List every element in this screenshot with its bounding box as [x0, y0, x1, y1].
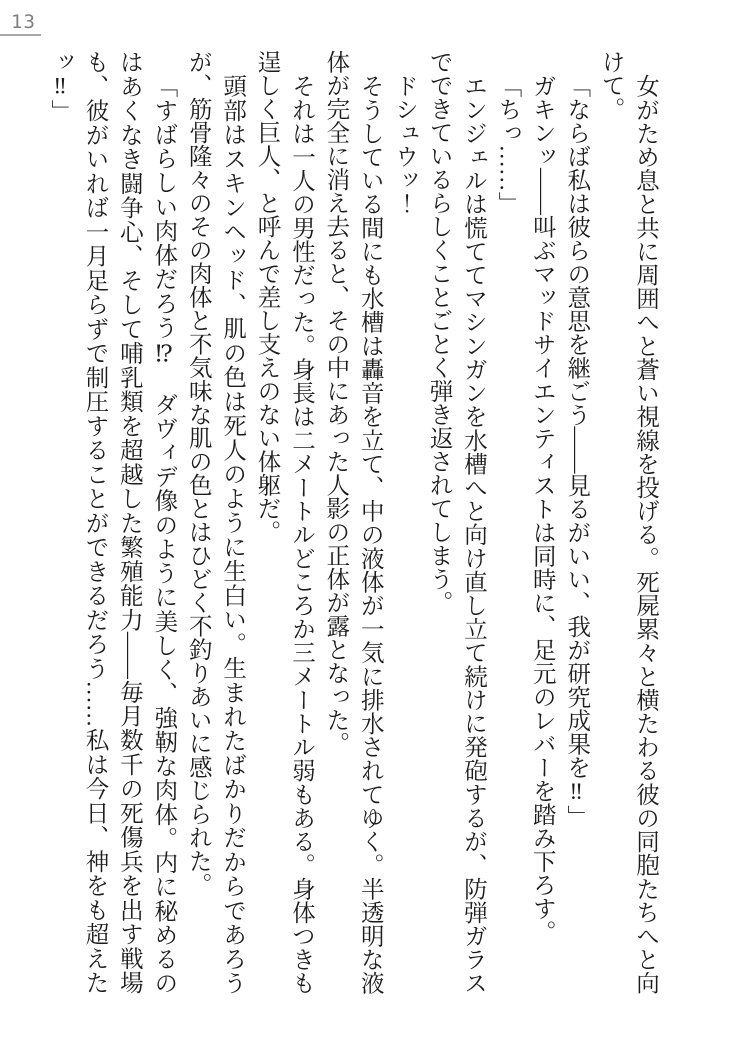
- paragraph: ドシュウッ！: [391, 73, 418, 215]
- paragraph: エンジェルは慌ててマシンガンを水槽へと向け直し立て続けに発砲するが、防弾ガラスでできているらしくことごとく弾き返されてしまう。: [425, 50, 486, 994]
- paragraph: そうしている間にも水槽は轟音を立て、中の液体が一気に排水されてゆく。半透明な液体が完全に消え去ると、その中にあった人影の正体が露となった。: [322, 50, 383, 995]
- paragraph: 「ならば私は彼らの意思を継ごう——見るがいい、我が研究成果を‼」: [563, 73, 590, 828]
- paragraph: 「ちっ……」: [494, 73, 521, 215]
- paragraph: ガキンッ——叫ぶマッドサイエンティストは同時に、足元のレバーを踏み下ろす。: [528, 73, 555, 943]
- page-number: 13: [11, 11, 36, 33]
- paragraph: 頭部はスキンヘッド、肌の色は死人のように生白い。生まれたばかりだからであろうが、筋骨隆々のその肉体と不気味な肌の色とはひどく不釣りあいに感じられた。: [184, 50, 246, 994]
- paragraph: それは一人の男性だった。身長は二メートルどころか三メートル弱もある。身体つきも逞しく巨人、と呼んで差し支えのない体躯だ。: [253, 50, 314, 994]
- paragraph: 「すばらしい肉体だろう⁉ ダヴィデ像のように美しく、強靭な肉体。内に秘めるのはあくなき闘争心、そして哺乳類を超越した繁殖能力——毎月数千の死傷兵を出す戦場も、彼がいれば一月足らずで制圧することができるだろう……私は今日、神をも超えたッ‼」: [47, 50, 177, 994]
- page-text: [43, 50, 662, 994]
- page-number-rule: [0, 34, 41, 36]
- paragraph: 女がため息と共に周囲へと蒼い視線を投げる。死屍累々と横たわる彼の同胞たちへと向けて。: [597, 50, 658, 994]
